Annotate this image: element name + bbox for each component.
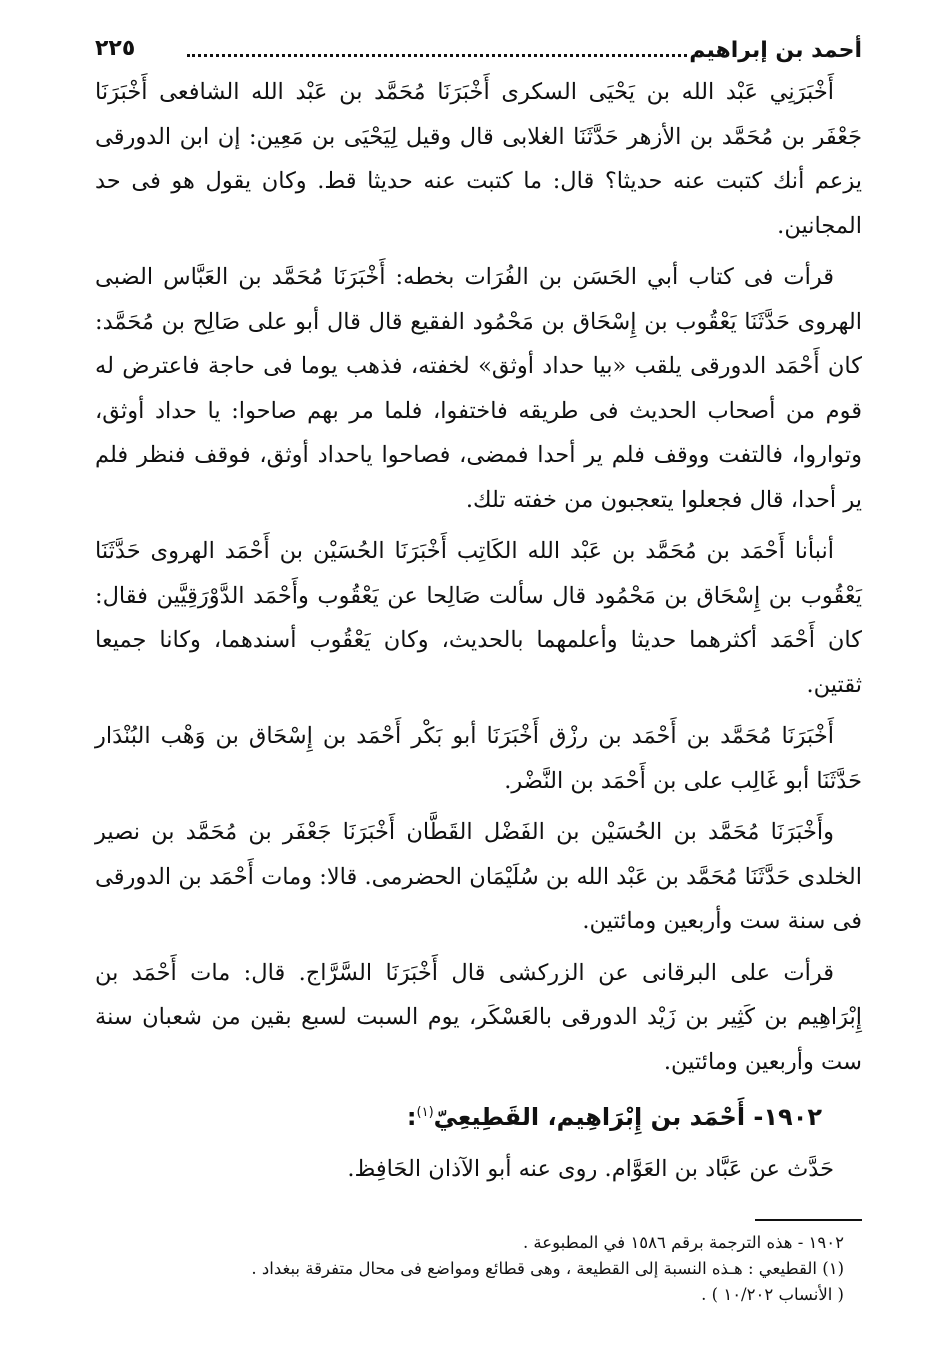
paragraph: أَخْبَرَنِي عَبْد الله بن يَحْيَى السكرى أَخْبَرَنَا مُحَمَّد بن عَبْد الله الشافعى أَخْبَرَنَا جَعْفَر بن مُحَمَّد بن الأزهر حَدَّثَنَا الغلابى قال وقيل لِيَحْيَى بن مَعِين: إن ابن الدورقى يزعم أنك كتبت عنه حديثا؟ قال: ما كتبت عنه حديثا قط. وكان يقول هو فى حد المجانين. [95, 79, 862, 239]
footnote: ( الأنساب ١٠/٢٠٢ ) . [701, 1285, 844, 1304]
footnotes [95, 1230, 862, 1308]
page-number: ٢٢٥ [95, 36, 136, 61]
paragraph: قرأت على البرقانى عن الزركشى قال أَخْبَرَنَا السَّرَّاج. قال: مات أَحْمَد بن إِبْرَاهِيم بن كَثِير بن زَيْد الدورقى بالعَسْكَر، يوم السبت لسبع بقين من شعبان سنة ست وأربعين ومائتين. [95, 959, 862, 1075]
page-header [95, 36, 862, 70]
entry-heading [95, 1091, 862, 1140]
paragraph: وأَخْبَرَنَا مُحَمَّد بن الحُسَيْن بن الفَضْل القَطَّان أَخْبَرَنَا جَعْفَر بن مُحَمَّد بن نصير الخلدى حَدَّثَنَا مُحَمَّد بن عَبْد الله بن سُلَيْمَان الحضرمى. قالا: ومات أَحْمَد بن الدورقى فى سنة ست وأربعين ومائتين. [95, 819, 862, 934]
entry-text: حَدَّث عن عَبَّاد بن العَوَّام. روى عنه أبو الآذان الحَافِظ. [347, 1155, 834, 1182]
footnote-ref[interactable]: (١) [416, 1105, 434, 1120]
leader-dots [187, 54, 687, 57]
paragraph: قرأت فى كتاب أبي الحَسَن بن الفُرَات بخطه: أَخْبَرَنَا مُحَمَّد بن العَبَّاس الضبى الهروى حَدَّثَنَا يَعْقُوب بن إِسْحَاق بن مَحْمُود الفقيع قال قال أبو على صَالِح بن مُحَمَّد: كان أَحْمَد الدورقى يلقب «بيا حداد أوثق» لخفته، فذهب يوما فى حاجة فاعترض له قوم من أصحاب الحديث فى طريقه فاختفوا، فلما مر بهم صاحوا: يا حداد أوثق، وتواروا، فالتفت ووقف فلم ير أحدا فمضى، فصاحوا ياحداد أوثق، فوقف فنظر فلم ير أحدا، قال فجعلوا يتعجبون من خفته تلك. [95, 264, 862, 513]
paragraph: أنبأنا أَحْمَد بن مُحَمَّد بن عَبْد الله الكَاتِب أَخْبَرَنَا الحُسَيْن بن أَحْمَد الهروى حَدَّثَنَا يَعْقُوب بن إِسْحَاق بن مَحْمُود قال سألت صَالِحا عن يَعْقُوب وأَحْمَد الدَّوْرَقِيَّين فقال: كان أَحْمَد أكثرهما حديثا وأعلمهما بالحديث، وكان يَعْقُوب أسندهما، وكانا جميعا ثقتين. [95, 538, 862, 698]
main-text [95, 70, 862, 1191]
footnote-separator [755, 1219, 862, 1221]
entry-heading-colon: : [406, 1103, 417, 1131]
paragraph: أَخْبَرَنَا مُحَمَّد بن أَحْمَد بن رزْق أَخْبَرَنَا أبو بَكْر أَحْمَد بن إِسْحَاق بن وَهْب البُنْدَار حَدَّثَنَا أبو غَالِب على بن أَحْمَد بن النَّضْر. [95, 723, 862, 794]
footnote: ١٩٠٢ - هذه الترجمة برقم ١٥٨٦ في المطبوعة . [522, 1233, 844, 1252]
entry-heading-text: ١٩٠٢- أَحْمَد بن إِبْرَاهِيم، القَطِيعِيّ [433, 1103, 822, 1131]
running-title: أحمد بن إبراهيم [689, 38, 862, 63]
footnote: (١) القطيعي : هـذه النسبة إلى القطيعة ، وهى قطائع ومواضع فى محال متفرقة ببغداد . [251, 1259, 844, 1278]
page [95, 36, 862, 1198]
